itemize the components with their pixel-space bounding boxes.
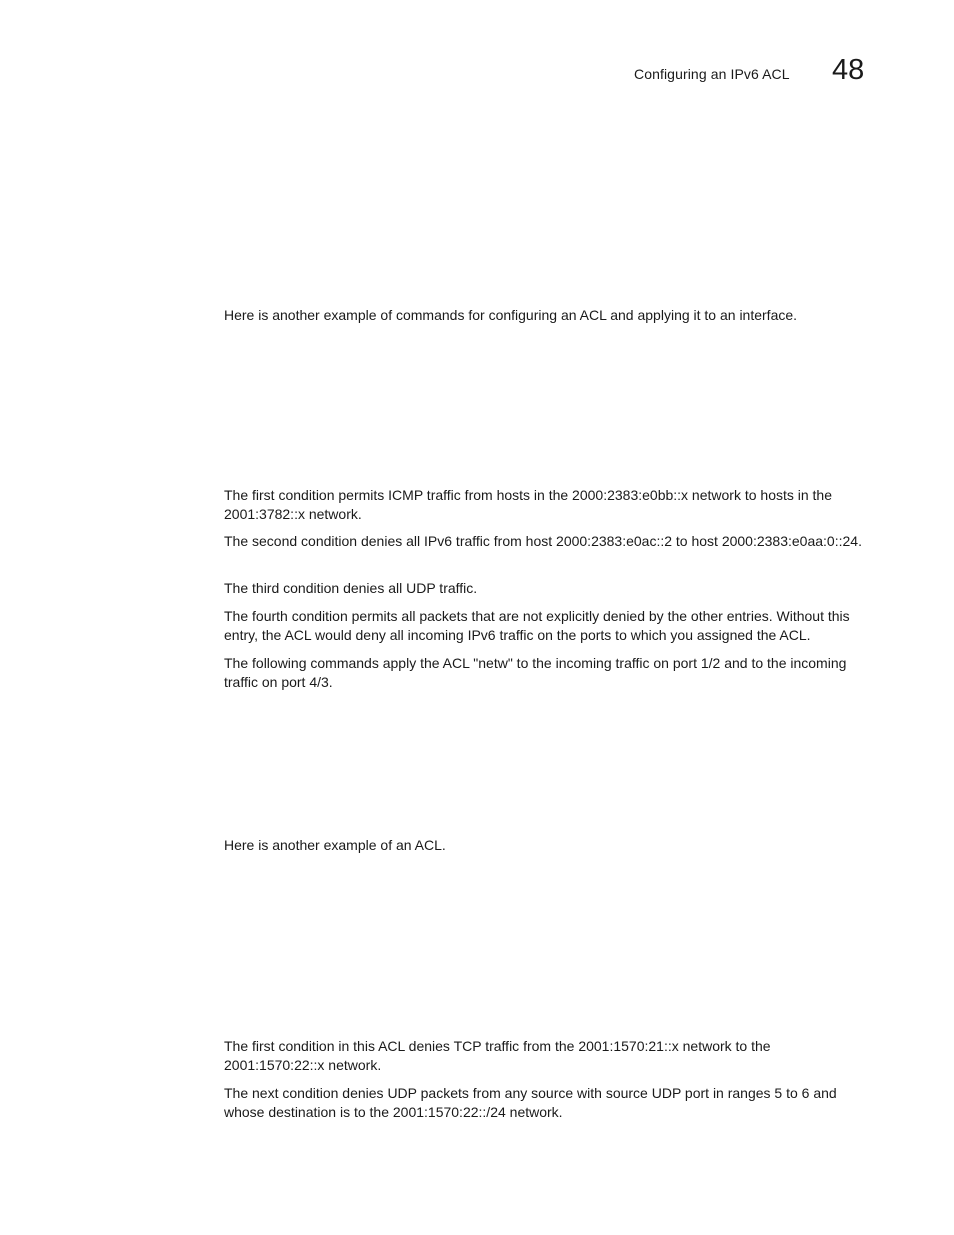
paragraph-apply-acl: The following commands apply the ACL "netw" to the incoming traffic on port 1/2 and to the incoming traffic on port 4/3. [224,655,847,690]
section-title: Configuring an IPv6 ACL [634,66,790,82]
chapter-number: 48 [832,54,865,86]
paragraph-first-condition: The first condition permits ICMP traffic from hosts in the 2000:2383:e0bb::x network to hosts in the 2001:3782::x network. [224,487,833,522]
paragraph-another-example: Here is another example of an ACL. [224,837,446,853]
paragraph-intro-example: Here is another example of commands for configuring an ACL and applying it to an interface. [224,307,798,323]
paragraph-second-condition: The second condition denies all IPv6 traffic from host 2000:2383:e0ac::2 to host 2000:2383:e0aa:0::24. [224,533,862,549]
paragraph-third-condition: The third condition denies all UDP traffic. [224,580,478,596]
paragraph-udp-condition: The next condition denies UDP packets from any source with source UDP port in ranges 5 to 6 and whose destination is to the 2001:1570:22::/24 network. [224,1085,837,1120]
paragraph-fourth-condition: The fourth condition permits all packets that are not explicitly denied by the other entries. Without this entry, the ACL would deny all incoming IPv6 traffic on the ports to which you assigned the ACL. [224,608,850,643]
paragraph-tcp-condition: The first condition in this ACL denies TCP traffic from the 2001:1570:21::x network to the 2001:1570:22::x network. [224,1038,771,1073]
